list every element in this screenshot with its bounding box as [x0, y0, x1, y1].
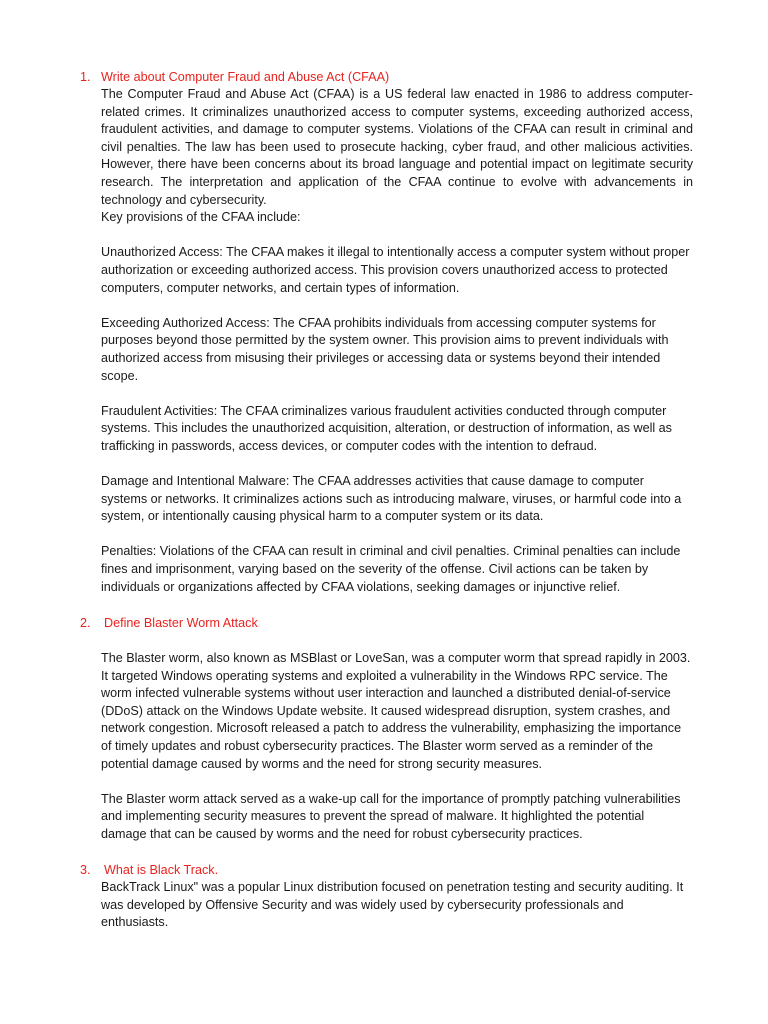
- item-3-body: [101, 879, 693, 932]
- item-2-heading: [80, 615, 258, 633]
- cfaa-provision-damage-malware: Damage and Intentional Malware: The CFAA addresses activities that cause damage to computer systems or networks. It criminalizes actions such as introducing malware, viruses, or harmful code into a system, or intentionally causing physical harm to a computer system or its data.: [101, 474, 682, 524]
- cfaa-intro-paragraph: The Computer Fraud and Abuse Act (CFAA) is a US federal law enacted in 1986 to address computer-related crimes. It criminalizes unauthorized access to computer systems, exceeding authorized access, fraudulent activities, and damage to computer systems. Violations of the CFAA can result in criminal and civil penalties. The law has been used to prosecute hacking, cyber fraud, and other malicious activities. However, there have been concerns about its broad language and potential impact on legitimate security research. The interpretation and application of the CFAA continue to evolve with advancements in technology and cybersecurity.: [101, 87, 693, 207]
- item-3-heading: [80, 862, 218, 880]
- item-2-body: [101, 650, 693, 844]
- item-1-title: Write about Computer Fraud and Abuse Act (CFAA): [101, 70, 390, 84]
- item-3-number: 3.: [80, 863, 91, 877]
- cfaa-provisions-lead: Key provisions of the CFAA include:: [101, 210, 301, 225]
- item-1-body: [101, 86, 693, 596]
- cfaa-provision-unauthorized-access: Unauthorized Access: The CFAA makes it illegal to intentionally access a computer system without proper authorization or exceeding authorized access. This provision covers unauthorized access to protected computers, computer networks, and certain types of information.: [101, 245, 690, 295]
- item-2-number: 2.: [80, 616, 91, 630]
- cfaa-provision-exceeding-access: Exceeding Authorized Access: The CFAA prohibits individuals from accessing computer systems for purposes beyond those permitted by the system owner. This provision aims to prevent individuals with authorized access from misusing their privileges or accessing data or systems beyond their intended scope.: [101, 315, 669, 383]
- blaster-paragraph-2: The Blaster worm attack served as a wake-up call for the importance of promptly patching vulnerabilities and implementing security measures to prevent the spread of malware. It highlighted the potential damage that can be caused by worms and the need for robust cybersecurity practices.: [101, 791, 681, 841]
- cfaa-provision-fraudulent-activities: Fraudulent Activities: The CFAA criminalizes various fraudulent activities conducted through computer systems. This includes the unauthorized acquisition, alteration, or destruction of information, as well as trafficking in passwords, access devices, or computer codes with the intention to defraud.: [101, 403, 672, 453]
- cfaa-provision-penalties: Penalties: Violations of the CFAA can result in criminal and civil penalties. Criminal penalties can include fines and imprisonment, varying based on the severity of the offense. Civil actions can be taken by individuals or organizations affected by CFAA violations, seeking damages or injunctive relief.: [101, 544, 681, 594]
- item-1-heading: [80, 69, 389, 87]
- item-3-title: What is Black Track.: [104, 863, 219, 877]
- item-2-title: Define Blaster Worm Attack: [104, 616, 258, 630]
- item-1-number: 1.: [80, 70, 91, 84]
- blaster-paragraph-1: The Blaster worm, also known as MSBlast or LoveSan, was a computer worm that spread rapidly in 2003. It targeted Windows operating systems and exploited a vulnerability in the Windows RPC service. The worm infected vulnerable systems without user interaction and launched a distributed denial-of-service (DDoS) attack on the Windows Update website. It caused widespread disruption, system crashes, and network congestion. Microsoft released a patch to address the vulnerability, emphasizing the importance of timely updates and robust cybersecurity practices. The Blaster worm served as a reminder of the potential damage caused by worms and the need for strong security measures.: [101, 651, 691, 771]
- backtrack-paragraph: BackTrack Linux" was a popular Linux distribution focused on penetration testing and security auditing. It was developed by Offensive Security and was widely used by cybersecurity professionals and enthusiasts.: [101, 880, 684, 930]
